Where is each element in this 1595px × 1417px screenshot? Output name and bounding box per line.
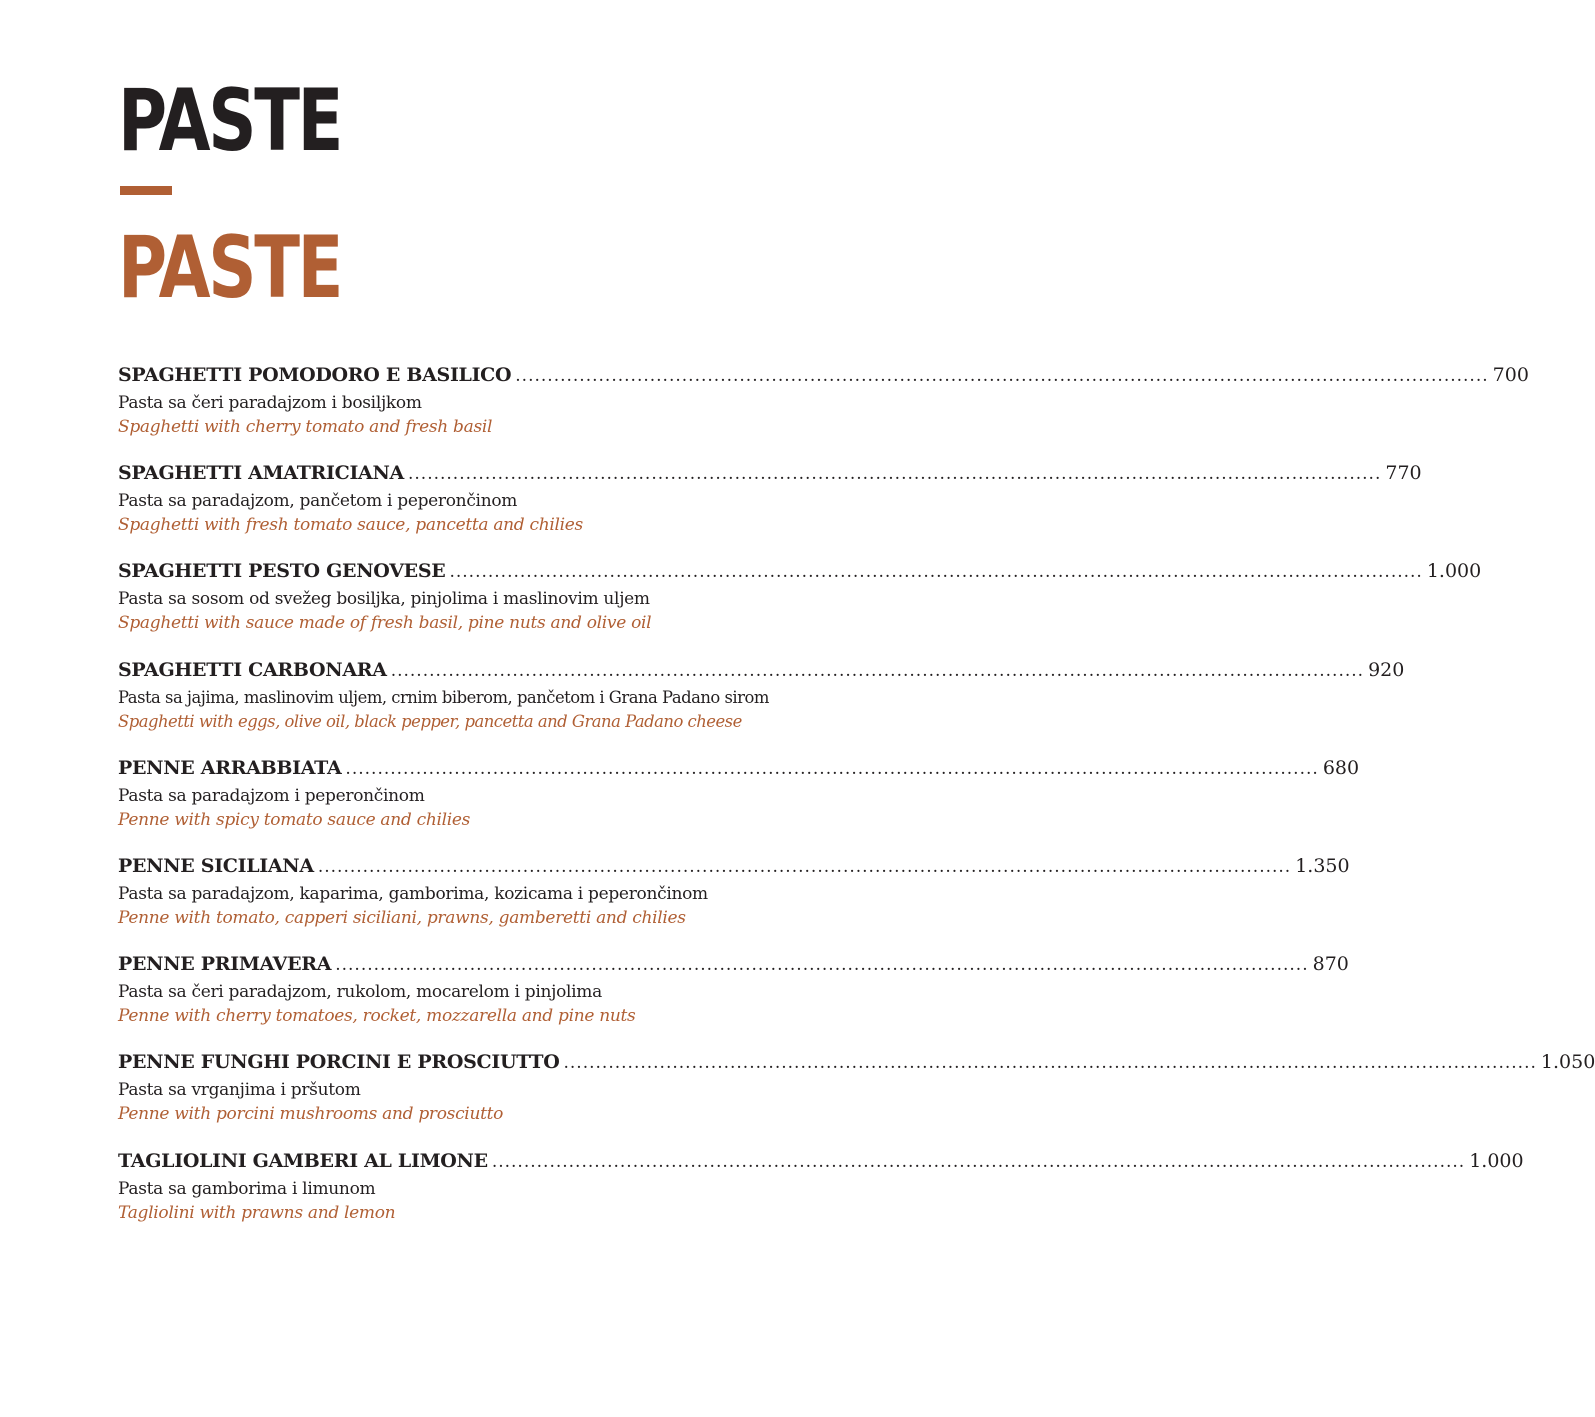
menu-item-desc-en: Spaghetti with eggs, olive oil, black pepper, pancetta and Grana Padano cheese [118, 711, 742, 731]
menu-item-header [118, 756, 1360, 784]
dot-leader: ........................................................................................................................................................ [390, 660, 1365, 681]
menu-item-name: PENNE FUNGHI PORCINI E PROSCIUTTO [118, 1051, 560, 1074]
menu-item-name: TAGLIOLINI GAMBERI AL LIMONE [118, 1149, 488, 1172]
menu-item [118, 854, 1350, 953]
menu-item-header [118, 1051, 1595, 1078]
menu-item-desc-sr: Pasta sa paradajzom, kaparima, gamborima, kozicama i peperončinom [118, 883, 708, 904]
title-block [118, 71, 404, 318]
menu-item-desc-en: Penne with tomato, capperi siciliani, prawns, gamberetti and chilies [118, 907, 686, 928]
menu-item [118, 462, 1422, 560]
dot-leader: ........................................................................................................................................................ [563, 1053, 1537, 1074]
menu-item-header [118, 364, 1529, 391]
menu-item-name: PENNE SICILIANA [118, 854, 314, 877]
menu-item-desc-sr: Pasta sa sosom od svežeg bosiljka, pinjolima i maslinovim uljem [118, 589, 650, 610]
menu-item-desc-sr: Pasta sa čeri paradajzom, rukolom, mocarelom i pinjolima [118, 982, 602, 1003]
menu-item-name: PENNE PRIMAVERA [118, 953, 332, 976]
menu-item-header [118, 854, 1350, 882]
menu-item [118, 560, 1482, 658]
dot-leader: ........................................................................................................................................................ [515, 366, 1489, 386]
menu-item-desc-en: Tagliolini with prawns and lemon [118, 1202, 396, 1223]
dot-leader: ........................................................................................................................................................ [345, 758, 1319, 779]
dot-leader: ........................................................................................................................................................ [335, 955, 1309, 976]
menu-item-desc-en: Spaghetti with cherry tomato and fresh basil [118, 417, 493, 437]
menu-item [118, 1149, 1524, 1248]
menu-item-price: 700 [1492, 364, 1529, 386]
menu-item-desc-en: Penne with porcini mushrooms and prosciutto [118, 1104, 504, 1125]
menu-item-name: PENNE ARRABBIATA [118, 756, 342, 779]
menu-item-header [118, 560, 1482, 587]
menu-item-desc-en: Spaghetti with fresh tomato sauce, pancetta and chilies [118, 515, 583, 536]
menu-item [118, 364, 1529, 462]
menu-item-name: SPAGHETTI PESTO GENOVESE [118, 560, 446, 583]
menu-item-header [118, 658, 1405, 686]
menu-item-price: 870 [1312, 953, 1349, 976]
menu-item-price: 920 [1368, 658, 1405, 681]
menu-item-name: SPAGHETTI AMATRICIANA [118, 462, 404, 485]
menu-item-header [118, 462, 1422, 489]
menu-item-desc-sr: Pasta sa jajima, maslinovim uljem, crnim biberom, pančetom i Grana Padano sirom [118, 687, 769, 707]
dot-leader: ........................................................................................................................................................ [491, 1151, 1466, 1172]
menu-item-price: 680 [1322, 756, 1360, 779]
menu-item-desc-sr: Pasta sa vrganjima i pršutom [118, 1080, 361, 1101]
menu-item [118, 953, 1349, 1051]
dot-leader: ........................................................................................................................................................ [449, 562, 1423, 583]
menu-item [118, 756, 1360, 855]
menu-item-desc-sr: Pasta sa čeri paradajzom i bosiljkom [118, 393, 422, 413]
menu-item-desc-en: Spaghetti with sauce made of fresh basil, pine nuts and olive oil [118, 613, 652, 634]
menu-list [118, 364, 1595, 1248]
menu-item-desc-sr: Pasta sa gamborima i limunom [118, 1178, 376, 1199]
menu-item-header [118, 1149, 1524, 1177]
menu-item-price: 1.000 [1426, 560, 1482, 583]
menu-item-header [118, 953, 1349, 980]
menu-item [118, 658, 1405, 757]
menu-item-price: 1.050 [1540, 1051, 1595, 1074]
page-title-en: PASTE [118, 218, 342, 318]
menu-item [118, 1051, 1595, 1149]
menu-item-desc-en: Penne with spicy tomato sauce and chilies [118, 809, 471, 830]
page-title-sr: PASTE [118, 71, 342, 171]
menu-item-desc-sr: Pasta sa paradajzom i peperončinom [118, 785, 425, 806]
menu-item-desc-en: Penne with cherry tomatoes, rocket, mozzarella and pine nuts [118, 1006, 636, 1027]
title-divider [120, 186, 172, 195]
menu-item-price: 1.350 [1295, 854, 1350, 877]
dot-leader: ........................................................................................................................................................ [407, 464, 1382, 485]
menu-item-desc-sr: Pasta sa paradajzom, pančetom i peperončinom [118, 491, 518, 512]
menu-item-price: 770 [1385, 462, 1422, 485]
dot-leader: ........................................................................................................................................................ [317, 856, 1292, 877]
menu-item-name: SPAGHETTI CARBONARA [118, 658, 387, 681]
menu-item-name: SPAGHETTI POMODORO E BASILICO [118, 364, 512, 386]
menu-item-price: 1.000 [1469, 1149, 1524, 1172]
